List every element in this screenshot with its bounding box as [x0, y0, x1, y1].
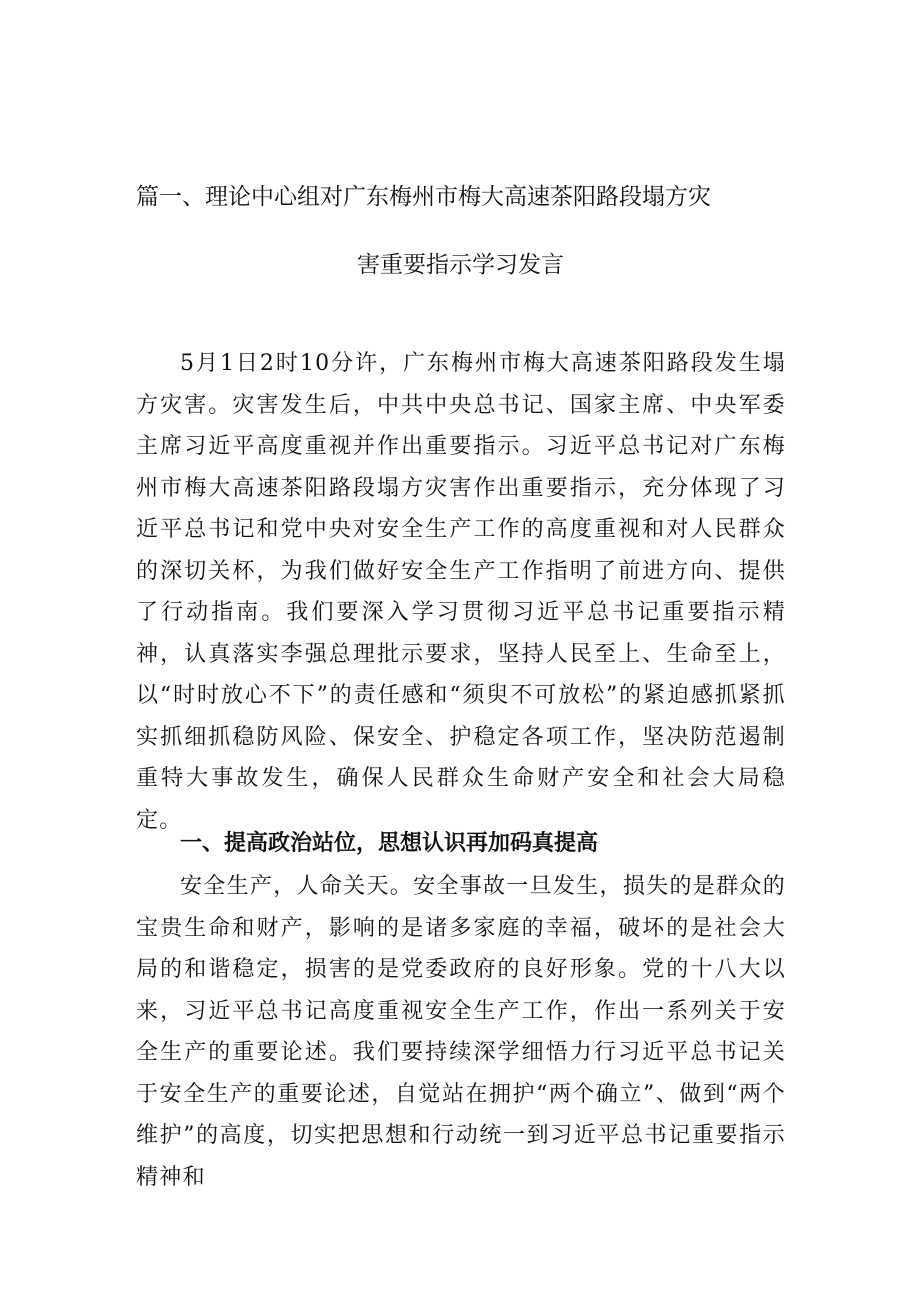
body-paragraph-1: 5月1日2时10分许，广东梅州市梅大高速茶阳路段发生塌方灾害。灾害发生后，中共中央总书记、国家主席、中央军委主席习近平高度重视并作出重要指示。习近平总书记对广东梅州市梅大高速茶阳路段塌方灾害作出重要指示，充分体现了习近平总书记和党中央对安全生产工作的高度重视和对人民群众的深切关杯，为我们做好安全生产工作指明了前进方向、提供了行动指南。我们要深入学习贯彻习近平总书记重要指示精神，认真落实李强总理批示要求，坚持人民至上、生命至上，以“时时放心不下”的责任感和“须臾不可放松”的紧迫感抓紧抓实抓细抓稳防风险、保安全、护稳定各项工作，坚决防范遏制重特大事故发生，确保人民群众生命财产安全和社会大局稳定。: [136, 351, 786, 833]
section-heading-1: 一、提高政治站位，思想认识再加码真提高: [180, 831, 599, 856]
document-title-line-1: 篇一、理论中心组对广东梅州市梅大高速茶阳路段塌方灾: [136, 184, 711, 210]
body-paragraph-2: 安全生产，人命关天。安全事故一旦发生，损失的是群众的宝贵生命和财产，影响的是诸多家庭的幸福，破坏的是社会大局的和谐稳定，损害的是党委政府的良好形象。党的十八大以来，习近平总书记高度重视安全生产工作，作出一系列关于安全生产的重要论述。我们要持续深学细悟力行习近平总书记关于安全生产的重要论述，自觉站在拥护“两个确立”、做到“两个维护”的高度，切实把思想和行动统一到习近平总书记重要指示精神和: [136, 874, 786, 1190]
document-title-line-2: 害重要指示学习发言: [357, 252, 564, 278]
